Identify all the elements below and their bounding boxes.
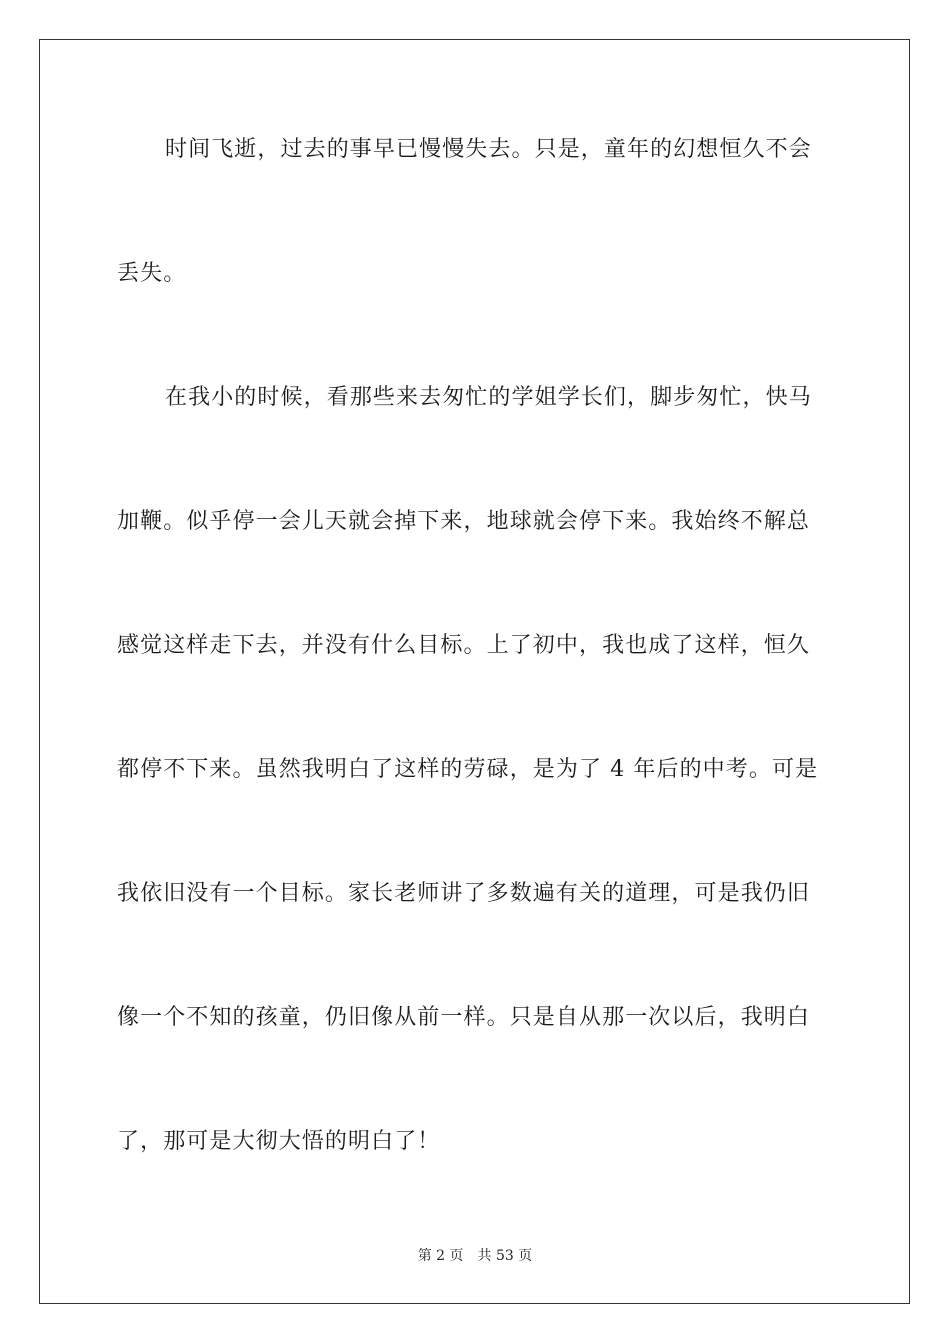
paragraph-2-line-3: 感觉这样走下去，并没有什么目标。上了初中，我也成了这样，恒久 <box>117 633 811 658</box>
paragraph-2-line-7: 了，那可是大彻大悟的明白了！ <box>117 1129 441 1154</box>
page-footer <box>0 1247 950 1265</box>
page-border <box>39 39 910 1304</box>
paragraph-2-line-1: 在我小的时候，看那些来去匆忙的学姐学长们，脚步匆忙，快马 <box>165 385 812 410</box>
paragraph-2-line-5: 我依旧没有一个目标。家长老师讲了多数遍有关的道理，可是我仍旧 <box>117 881 811 906</box>
page-total: 共 53 页 <box>477 1248 533 1264</box>
paragraph-1-line-2: 丢失。 <box>117 261 187 286</box>
paragraph-2-line-4: 都停不下来。虽然我明白了这样的劳碌，是为了 4 年后的中考。可是 <box>117 757 819 782</box>
paragraph-1-line-1: 时间飞逝，过去的事早已慢慢失去。只是，童年的幻想恒久不会 <box>165 137 812 162</box>
page-number: 第 2 页 <box>417 1248 464 1264</box>
paragraph-2-line-6: 像一个不知的孩童，仍旧像从前一样。只是自从那一次以后，我明白 <box>117 1005 811 1030</box>
paragraph-2-line-2: 加鞭。似乎停一会儿天就会掉下来，地球就会停下来。我始终不解总 <box>117 509 811 534</box>
